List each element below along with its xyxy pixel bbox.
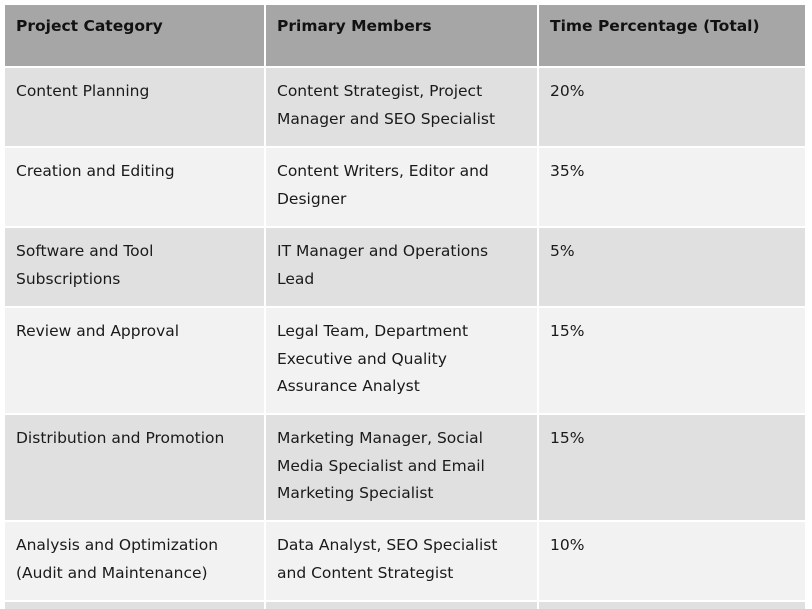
header-project-category: Project Category: [4, 4, 265, 67]
category-cell: Software and Tool Subscriptions: [4, 227, 265, 307]
table-row: [4, 307, 806, 414]
time-cell: 20%: [538, 67, 806, 147]
header-primary-members: Primary Members: [265, 4, 538, 67]
category-cell: Distribution and Promotion: [4, 414, 265, 521]
empty-cell: [4, 601, 265, 609]
table-row: [4, 414, 806, 521]
table-row: [4, 147, 806, 227]
category-cell: Review and Approval: [4, 307, 265, 414]
members-cell: Data Analyst, SEO Specialist and Content Strategist: [265, 521, 538, 601]
empty-cell: [265, 601, 538, 609]
category-cell: Creation and Editing: [4, 147, 265, 227]
members-cell: Legal Team, Department Executive and Quality Assurance Analyst: [265, 307, 538, 414]
table-row: [4, 521, 806, 601]
time-cell: 15%: [538, 414, 806, 521]
table-row-partial: [4, 601, 806, 609]
time-cell: 5%: [538, 227, 806, 307]
category-cell: Content Planning: [4, 67, 265, 147]
project-time-table: [3, 3, 807, 609]
members-cell: Content Strategist, Project Manager and SEO Specialist: [265, 67, 538, 147]
table-row: [4, 227, 806, 307]
empty-cell: [538, 601, 806, 609]
members-cell: IT Manager and Operations Lead: [265, 227, 538, 307]
time-cell: 35%: [538, 147, 806, 227]
time-cell: 10%: [538, 521, 806, 601]
category-cell: Analysis and Optimization (Audit and Maintenance): [4, 521, 265, 601]
members-cell: Marketing Manager, Social Media Specialist and Email Marketing Specialist: [265, 414, 538, 521]
members-cell: Content Writers, Editor and Designer: [265, 147, 538, 227]
table-row: [4, 67, 806, 147]
table-header-row: [4, 4, 806, 67]
time-cell: 15%: [538, 307, 806, 414]
header-time-percentage: Time Percentage (Total): [538, 4, 806, 67]
